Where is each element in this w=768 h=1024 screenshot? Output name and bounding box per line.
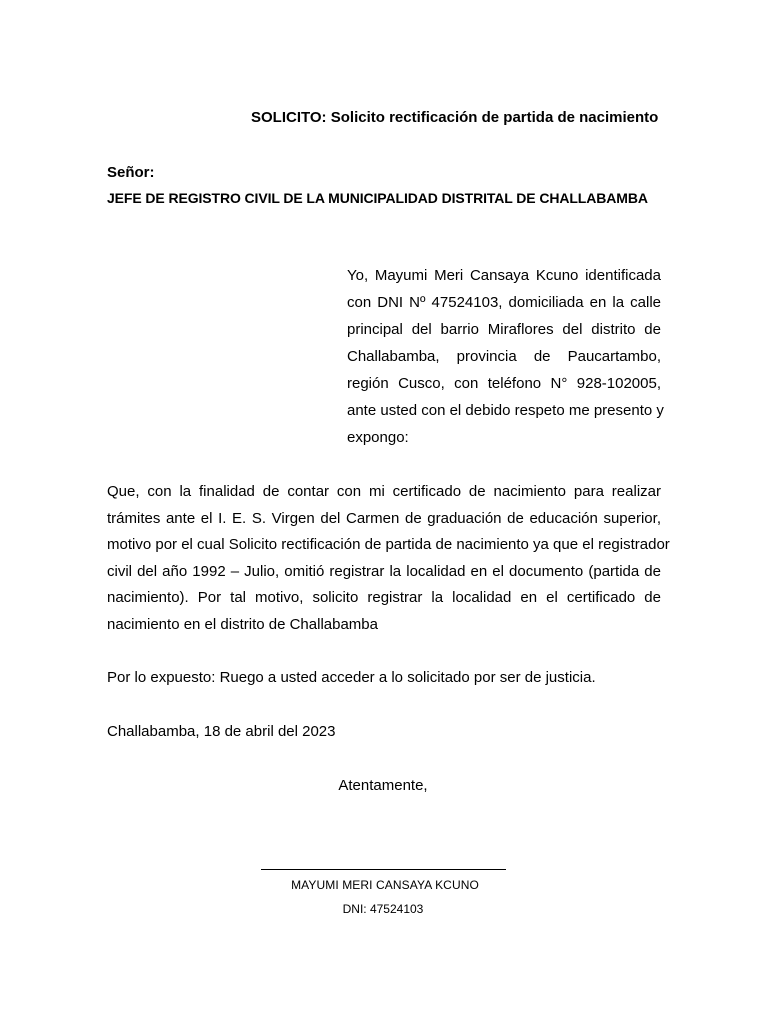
closing-block bbox=[0, 776, 768, 796]
intro-line: con DNI Nº 47524103, domiciliada en la calle bbox=[347, 294, 661, 311]
body-line: nacimiento en el distrito de Challabamba bbox=[107, 615, 378, 633]
body-line: motivo por el cual Solicito rectificación de partida de nacimiento ya que el registrador bbox=[107, 536, 670, 554]
intro-line: Challabamba, provincia de Paucartambo, bbox=[347, 348, 661, 365]
subject-label: SOLICITO: bbox=[251, 109, 327, 126]
signature-name-block bbox=[0, 876, 768, 894]
body-line: nacimiento). Por tal motivo, solicito registrar la localidad en el certificado de bbox=[107, 589, 661, 607]
body-line: trámites ante el I. E. S. Virgen del Carmen de graduación de educación superior, bbox=[107, 509, 661, 527]
body-line: civil del año 1992 – Julio, omitió registrar la localidad en el documento (partida de bbox=[107, 562, 661, 580]
subject-text: Solicito rectificación de partida de nacimiento bbox=[330, 109, 659, 126]
place-date: Challabamba, 18 de abril del 2023 bbox=[107, 723, 336, 740]
intro-line: expongo: bbox=[347, 429, 409, 446]
salutation: Señor: bbox=[107, 164, 155, 181]
intro-paragraph bbox=[347, 265, 664, 454]
subject-line bbox=[251, 108, 671, 128]
signature-dni: DNI: 47524103 bbox=[342, 902, 424, 916]
signature-dni-block bbox=[0, 900, 768, 918]
addressee: JEFE DE REGISTRO CIVIL DE LA MUNICIPALIDAD DISTRITAL DE CHALLABAMBA bbox=[107, 190, 648, 206]
closing: Atentamente, bbox=[338, 777, 428, 794]
intro-line: región Cusco, con teléfono N° 928-102005, bbox=[347, 375, 661, 392]
body-paragraph bbox=[107, 481, 670, 641]
signature-name: MAYUMI MERI CANSAYA KCUNO bbox=[291, 878, 479, 892]
signature-line bbox=[261, 869, 506, 870]
intro-line: principal del barrio Miraflores del distrito de bbox=[347, 321, 661, 338]
intro-line: Yo, Mayumi Meri Cansaya Kcuno identificada bbox=[347, 267, 661, 284]
intro-line: ante usted con el debido respeto me presento y bbox=[347, 402, 664, 419]
body-line: Que, con la finalidad de contar con mi certificado de nacimiento para realizar bbox=[107, 483, 661, 500]
petition-text: Por lo expuesto: Ruego a usted acceder a lo solicitado por ser de justicia. bbox=[107, 669, 596, 686]
